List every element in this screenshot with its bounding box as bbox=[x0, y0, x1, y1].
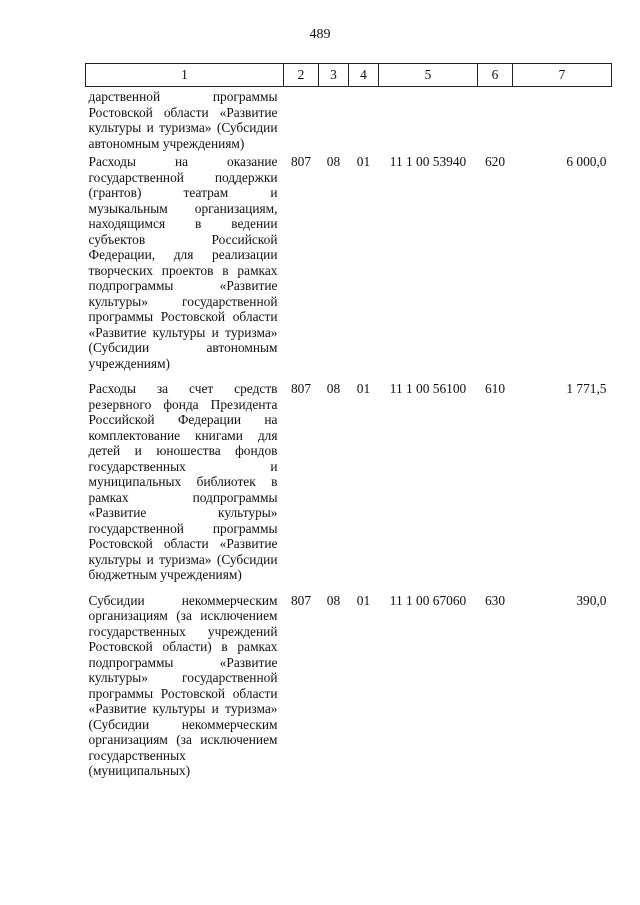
row-ministry-code: 807 bbox=[290, 592, 312, 608]
table-row bbox=[86, 590, 612, 786]
row-section-code: 08 bbox=[326, 592, 341, 608]
row-expense-type: 620 bbox=[484, 154, 506, 169]
header-col-4: 4 bbox=[349, 64, 379, 87]
row-expense-type: 630 bbox=[484, 592, 506, 608]
row-amount: 1 771,5 bbox=[566, 381, 607, 396]
table-row bbox=[86, 378, 612, 590]
row-target-article: 11 1 00 53940 bbox=[389, 154, 467, 169]
table-row bbox=[86, 151, 612, 378]
row-subsection-code: 01 bbox=[356, 154, 371, 169]
row-target-article: 11 1 00 56100 bbox=[389, 381, 467, 396]
header-col-5: 5 bbox=[379, 64, 478, 87]
row-description: Расходы за счет средств резервного фонда Президента Российской Федерации на комплектование книгами для детей и юношества фондов государственных и муниципальных библиотек в рамках подпрограммы «Развитие культуры» государственной программы Ростовской области «Развитие культуры и туризма» (Субсидии бюджетным учреждениям) bbox=[88, 381, 278, 582]
row-subsection-code: 01 bbox=[356, 592, 371, 608]
table-body bbox=[86, 87, 612, 786]
table-row-continuation bbox=[86, 87, 612, 152]
row-amount: 390,0 bbox=[576, 592, 607, 608]
row-ministry-code: 807 bbox=[290, 154, 312, 169]
row-description: Субсидии некоммерческим организациям (за исключением государственных учреждений Ростовской области) в рамках подпрограммы «Развитие культуры» государственной программы Ростовской области «Развитие культуры и туризма» (Субсидии некоммерческим организациям (за исключением государственных (муниципальных) bbox=[88, 592, 278, 778]
table-header bbox=[86, 64, 612, 87]
budget-table bbox=[85, 63, 612, 786]
continuation-description: дарственной программы Ростовской области «Развитие культуры и туризма» (Субсидии автономным учреждениям) bbox=[88, 89, 278, 151]
row-subsection-code: 01 bbox=[356, 381, 371, 396]
row-expense-type: 610 bbox=[484, 381, 506, 396]
row-target-article: 11 1 00 67060 bbox=[389, 592, 467, 608]
page-number: 489 bbox=[309, 27, 331, 42]
header-col-7: 7 bbox=[513, 64, 612, 87]
row-description: Расходы на оказание государственной поддержки (грантов) театрам и музыкальным организациям, находящимся в ведении субъектов Российской Федерации, для реализации творческих проектов в рамках подпрограммы «Развитие культуры» государственной программы Ростовской области «Развитие культуры и туризма» (Субсидии автономным учреждениям) bbox=[88, 154, 278, 371]
row-ministry-code: 807 bbox=[290, 381, 312, 396]
row-amount: 6 000,0 bbox=[566, 154, 607, 169]
header-col-6: 6 bbox=[478, 64, 513, 87]
header-col-1: 1 bbox=[86, 64, 284, 87]
header-row bbox=[86, 64, 612, 87]
row-section-code: 08 bbox=[326, 381, 341, 396]
row-section-code: 08 bbox=[326, 154, 341, 169]
header-col-2: 2 bbox=[284, 64, 319, 87]
header-col-3: 3 bbox=[319, 64, 349, 87]
